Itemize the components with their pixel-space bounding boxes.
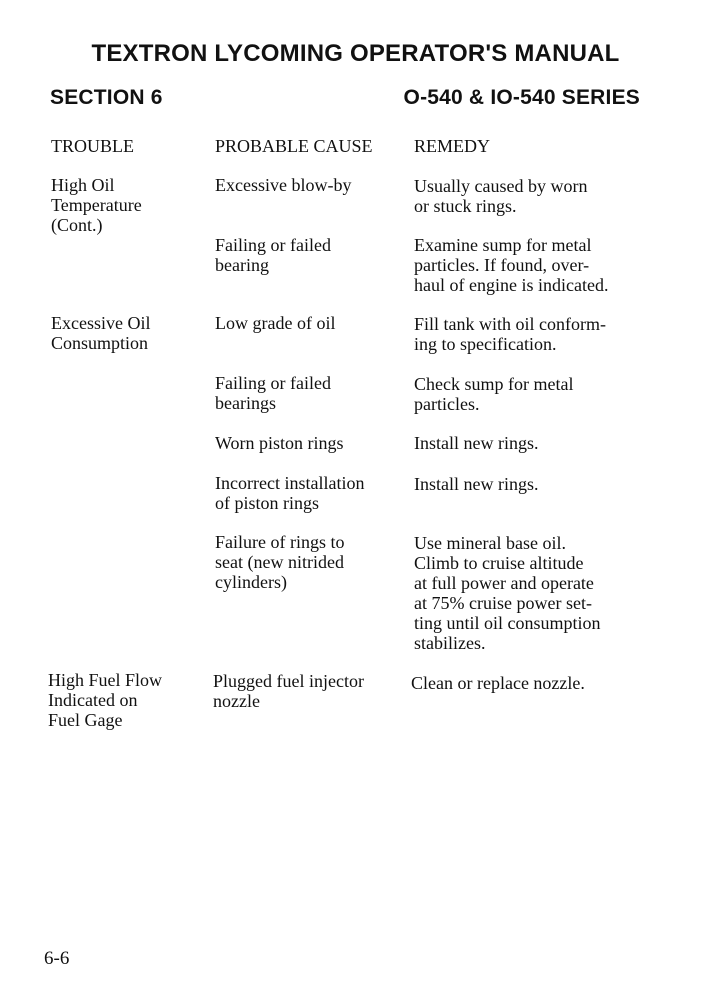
cause-cell: Failing or failed bearing <box>215 235 331 275</box>
column-header-probable-cause: PROBABLE CAUSE <box>215 136 373 156</box>
remedy-cell: Install new rings. <box>414 433 539 453</box>
remedy-cell: Usually caused by worn or stuck rings. <box>414 176 588 216</box>
cause-cell: Plugged fuel injector nozzle <box>213 671 364 711</box>
document-title: TEXTRON LYCOMING OPERATOR'S MANUAL <box>91 40 620 67</box>
remedy-cell: Fill tank with oil conform- ing to specification. <box>414 314 606 354</box>
remedy-cell: Use mineral base oil. Climb to cruise altitude at full power and operate at 75% cruise power set- ting until oil consumption stabilizes. <box>414 533 601 653</box>
column-header-trouble: TROUBLE <box>51 136 134 156</box>
cause-cell: Incorrect installation of piston rings <box>215 473 365 513</box>
cause-cell: Failure of rings to seat (new nitrided cylinders) <box>215 532 345 592</box>
cause-cell: Excessive blow-by <box>215 175 352 195</box>
cause-cell: Worn piston rings <box>215 433 344 453</box>
cause-cell: Low grade of oil <box>215 313 336 333</box>
section-label: SECTION 6 <box>50 86 163 109</box>
remedy-cell: Check sump for metal particles. <box>414 374 574 414</box>
column-header-remedy: REMEDY <box>414 136 490 156</box>
trouble-cell: Excessive Oil Consumption <box>51 313 151 353</box>
page-number: 6-6 <box>44 948 70 969</box>
cause-cell: Failing or failed bearings <box>215 373 331 413</box>
trouble-cell: High Fuel Flow Indicated on Fuel Gage <box>48 670 163 730</box>
remedy-cell: Install new rings. <box>414 474 539 494</box>
trouble-cell: High Oil Temperature (Cont.) <box>51 175 142 235</box>
remedy-cell: Examine sump for metal particles. If found, over- haul of engine is indicated. <box>414 235 609 295</box>
remedy-cell: Clean or replace nozzle. <box>411 673 585 693</box>
series-label: O-540 & IO-540 SERIES <box>403 86 640 109</box>
